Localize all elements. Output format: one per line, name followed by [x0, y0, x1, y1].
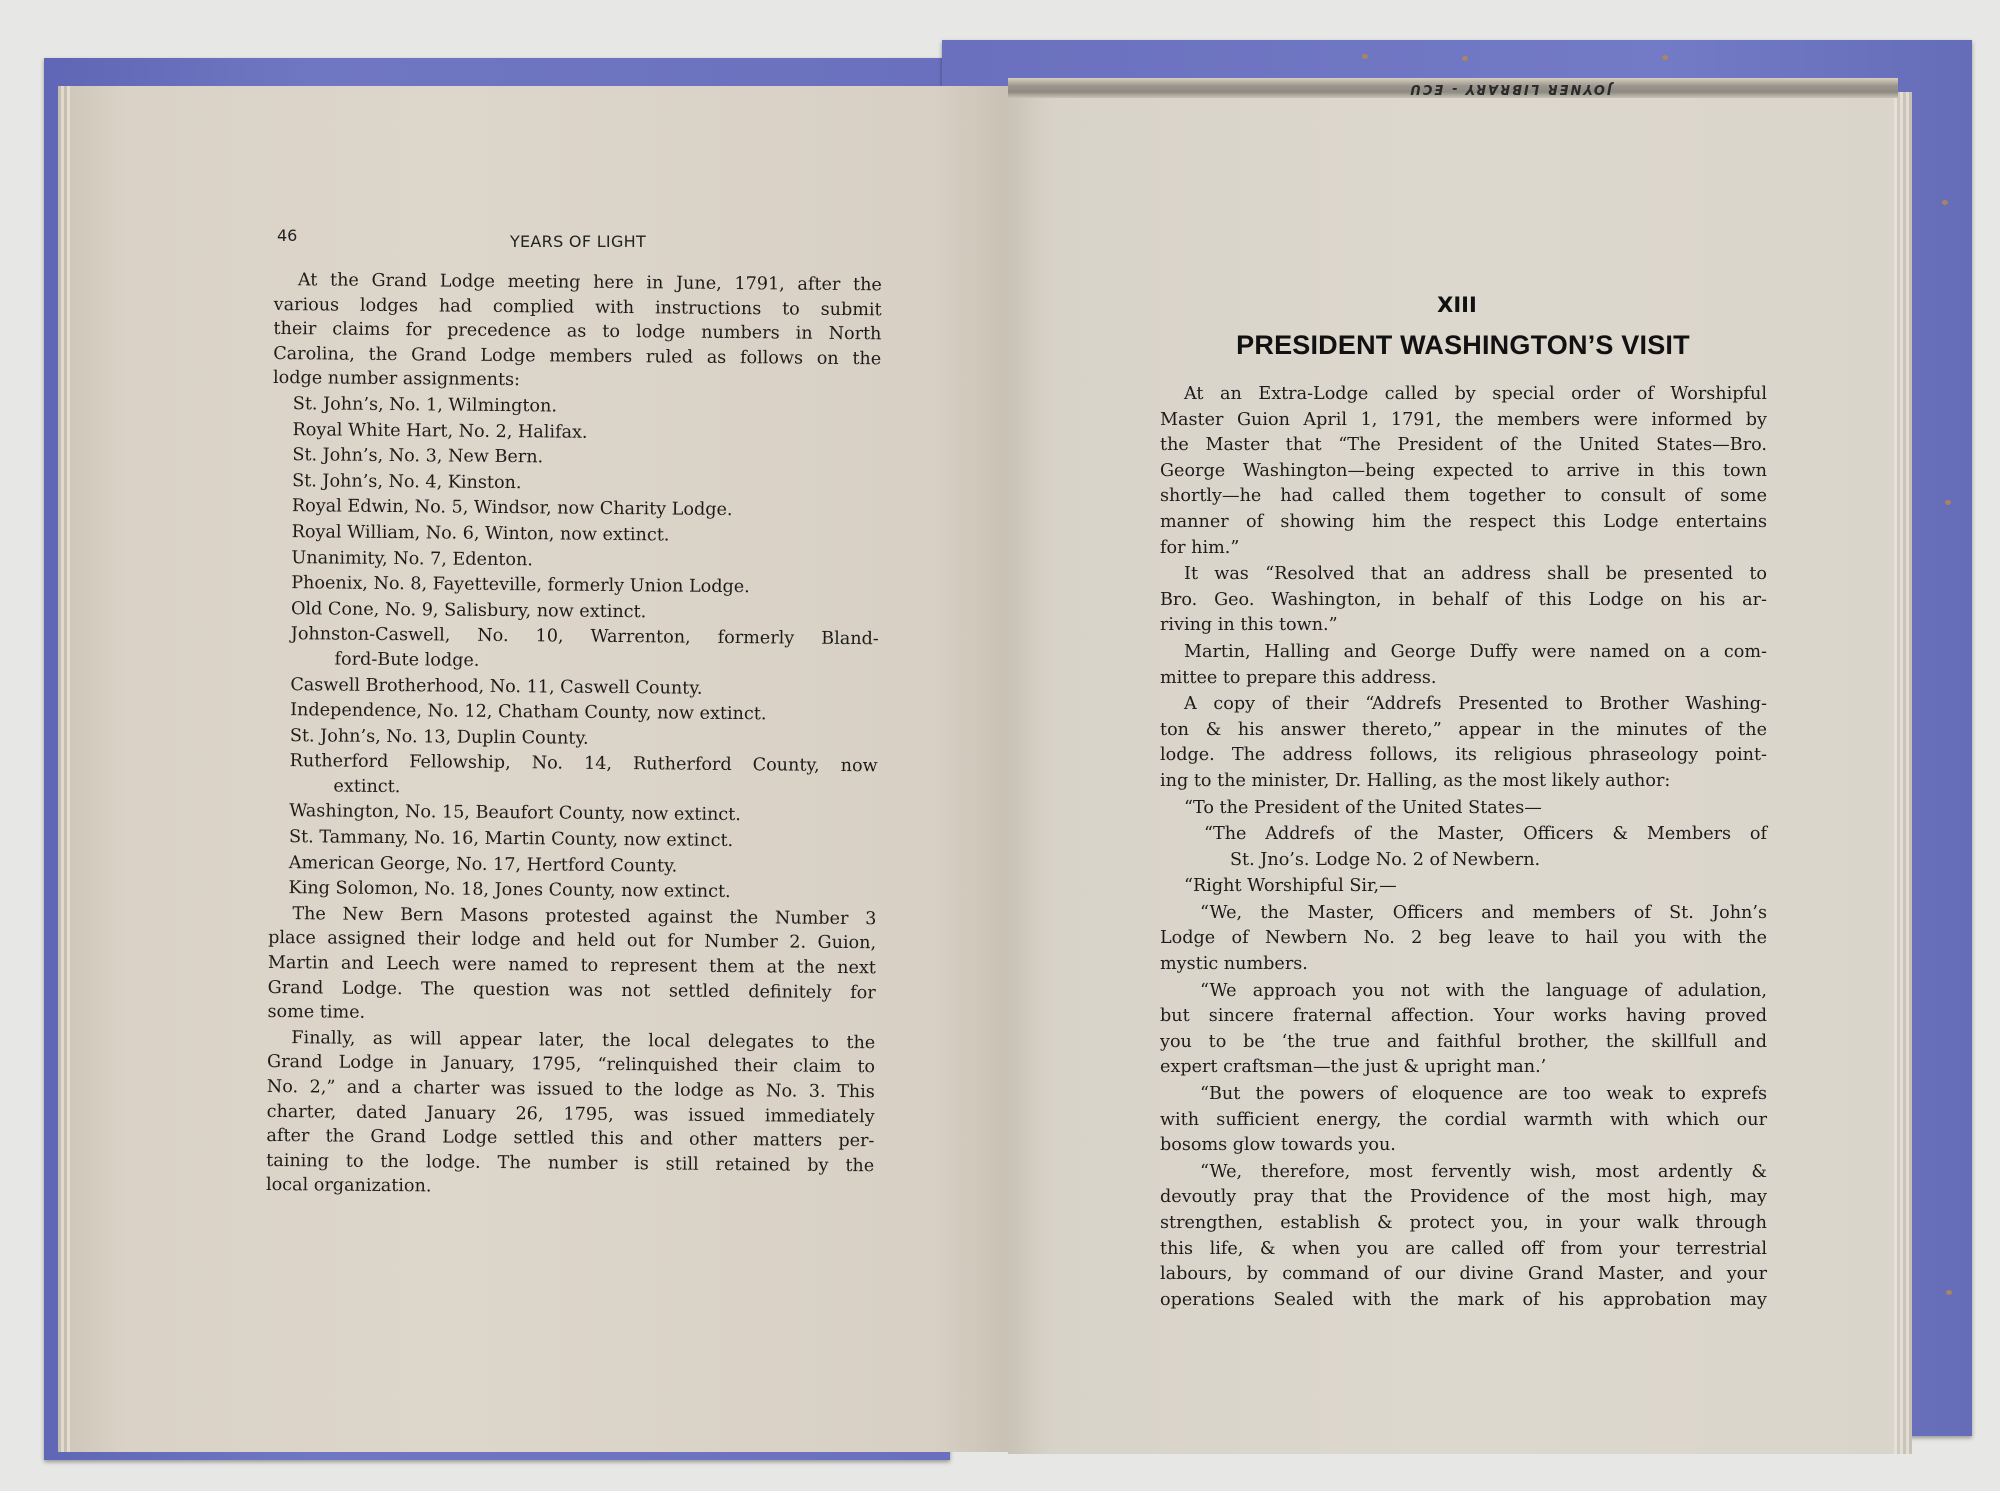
text-line: mystic numbers.: [1160, 954, 1308, 975]
text-line: “But the powers of eloquence are too weak to exprefs: [1200, 1084, 1767, 1105]
text-line: Master Guion April 1, 1791, the members were informed by: [1160, 409, 1767, 430]
text-line: operations Sealed with the mark of his approbation may: [1160, 1289, 1767, 1310]
rust-spot: [1946, 1290, 1952, 1295]
text-line: Johnston-Caswell, No. 10, Warrenton, formerly Bland-: [290, 624, 879, 650]
paragraph: [1160, 822, 1767, 873]
library-spine-label: JOYNER LIBRARY - ECU: [1408, 81, 1612, 96]
text-line: Carolina, the Grand Lodge members ruled as follows on the: [273, 343, 882, 370]
text-line: St. Tammany, No. 16, Martin County, now extinct.: [288, 827, 734, 852]
text-line: manner of showing him the respect this Lodge entertains: [1160, 511, 1767, 532]
paragraph: [1160, 979, 1767, 1081]
text-line: “Right Worshipful Sir,—: [1184, 876, 1397, 897]
text-line: some time.: [267, 1002, 366, 1024]
rust-spot: [1462, 56, 1468, 61]
text-line: “We, therefore, most fervently wish, most ardently &: [1200, 1161, 1767, 1182]
text-line: taining to the lodge. The number is still retained by the: [266, 1150, 875, 1177]
text-line: Martin, Halling and George Duffy were named on a com-: [1184, 641, 1767, 662]
text-line: this life, & when you are called off from your terrestrial: [1160, 1238, 1767, 1259]
text-line: King Solomon, No. 18, Jones County, now extinct.: [288, 878, 731, 903]
text-line: “We, the Master, Officers and members of St. John’s: [1200, 902, 1767, 923]
text-line: after the Grand Lodge settled this and other matters per-: [266, 1126, 875, 1152]
text-line: Martin and Leech were named to represent them at the next: [267, 953, 876, 979]
text-line: Finally, as will appear later, the local delegates to the: [291, 1027, 876, 1054]
chapter-number: XIII: [1437, 293, 1477, 317]
list-item: [270, 622, 878, 676]
text-line: St. John’s, No. 13, Duplin County.: [289, 725, 589, 749]
text-line: George Washington—being expected to arrive in this town: [1160, 460, 1767, 481]
list-item: [269, 749, 877, 803]
text-line: labours, by command of our divine Grand Master, and your: [1160, 1264, 1767, 1285]
text-line: Grand Lodge in January, 1795, “relinquished their claim to: [266, 1052, 876, 1078]
text-line: strengthen, establish & protect you, in your walk through: [1160, 1213, 1767, 1233]
left-page-body: [266, 268, 882, 1204]
text-line: Lodge of Newbern No. 2 beg leave to hail you with the: [1160, 928, 1767, 949]
text-line: Rutherford Fellowship, No. 14, Rutherford County, now: [289, 751, 878, 777]
text-line: Washington, No. 15, Beaufort County, now extinct.: [289, 801, 741, 826]
text-line: Phoenix, No. 8, Fayetteville, formerly Union Lodge.: [291, 573, 750, 598]
text-line: “To the President of the United States—: [1184, 797, 1542, 818]
text-line: mittee to prepare this address.: [1160, 667, 1437, 688]
text-line: for him.”: [1160, 537, 1240, 558]
text-line: their claims for precedence as to lodge numbers in North: [273, 319, 882, 345]
text-line: St. John’s, No. 1, Wilmington.: [292, 394, 558, 417]
chapter-title: PRESIDENT WASHINGTON’S VISIT: [1236, 330, 1690, 360]
text-line: St. John’s, No. 3, New Bern.: [292, 445, 544, 468]
rust-spot: [1362, 54, 1368, 59]
text-line: “The Addrefs of the Master, Officers & Members of: [1204, 824, 1767, 845]
paragraph: [1160, 874, 1767, 900]
text-line: A copy of their “Addrefs Presented to Brother Washing-: [1184, 694, 1767, 715]
text-line: “We approach you not with the language of adulation,: [1200, 980, 1767, 1001]
text-line: various lodges had complied with instructions to submit: [273, 294, 882, 320]
text-line: but sincere fraternal affection. Your works having proved: [1160, 1006, 1767, 1027]
text-line: you to be ‘the true and faithful brother, the skillfull and: [1160, 1031, 1767, 1052]
paragraph: [1160, 1082, 1767, 1159]
text-line: place assigned their lodge and held out for Number 2. Guion,: [268, 928, 877, 954]
running-title: YEARS OF LIGHT: [509, 232, 647, 251]
paragraph: [1160, 640, 1767, 691]
paragraph: [267, 902, 876, 1030]
text-line: St. Jno’s. Lodge No. 2 of Newbern.: [1230, 849, 1541, 870]
text-line: Royal Edwin, No. 5, Windsor, now Charity Lodge.: [291, 496, 733, 521]
text-line: ford-Bute lodge.: [334, 649, 480, 671]
text-line: Royal William, No. 6, Winton, now extinct.: [291, 522, 670, 546]
text-line: extinct.: [333, 776, 401, 797]
text-line: ing to the minister, Dr. Halling, as the most likely author:: [1160, 770, 1671, 791]
paragraph: [1160, 562, 1767, 639]
paragraph: [1160, 796, 1767, 822]
text-line: lodge. The address follows, its religious phraseology point-: [1160, 745, 1767, 766]
text-line: shortly—he had called them together to consult of some: [1160, 486, 1767, 507]
text-line: bosoms glow towards you.: [1160, 1135, 1396, 1156]
text-line: devoutly pray that the Providence of the most high, may: [1160, 1187, 1767, 1208]
text-line: local organization.: [265, 1175, 432, 1197]
paragraph: [266, 1026, 875, 1203]
paragraph: [1160, 1160, 1767, 1314]
text-line: The New Bern Masons protested against the Number 3: [292, 904, 877, 930]
text-line: Caswell Brotherhood, No. 11, Caswell County.: [290, 674, 703, 699]
text-line: the Master that “The President of the United States—Bro.: [1160, 435, 1767, 456]
text-line: Royal White Hart, No. 2, Halifax.: [292, 419, 588, 443]
paragraph: [273, 268, 882, 396]
text-line: ton & his answer thereto,” appear in the minutes of the: [1160, 719, 1767, 740]
text-line: Unanimity, No. 7, Edenton.: [291, 547, 534, 570]
text-line: with sufficient energy, the cordial warmth with which our: [1160, 1109, 1767, 1130]
text-line: At the Grand Lodge meeting here in June, 1791, after the: [297, 270, 882, 296]
page-number: 46: [277, 226, 298, 245]
text-line: American George, No. 17, Hertford County.: [288, 852, 678, 877]
text-line: St. John’s, No. 4, Kinston.: [292, 470, 522, 493]
rust-spot: [1942, 200, 1948, 205]
rust-spot: [1945, 500, 1951, 505]
text-line: Old Cone, No. 9, Salisbury, now extinct.: [290, 598, 647, 622]
text-line: riving in this town.”: [1160, 615, 1338, 636]
text-line: Bro. Geo. Washington, in behalf of this Lodge on his ar-: [1160, 589, 1767, 610]
right-page-body: [1160, 382, 1767, 1314]
rust-spot: [1662, 55, 1668, 60]
text-line: lodge number assignments:: [272, 368, 521, 391]
paragraph: [1160, 382, 1767, 561]
text-line: Independence, No. 12, Chatham County, now extinct.: [290, 700, 767, 725]
text-line: At an Extra-Lodge called by special order of Worshipful: [1184, 384, 1767, 404]
text-line: expert craftsman—the just & upright man.’: [1160, 1057, 1547, 1078]
text-line: No. 2,” and a charter was issued to the lodge as No. 3. This: [266, 1076, 875, 1103]
text-line: It was “Resolved that an address shall be presented to: [1184, 564, 1767, 585]
text-line: charter, dated January 26, 1795, was issued immediately: [266, 1101, 875, 1127]
text-line: Grand Lodge. The question was not settled definitely for: [267, 977, 876, 1003]
paragraph: [1160, 692, 1767, 794]
paragraph: [1160, 901, 1767, 978]
